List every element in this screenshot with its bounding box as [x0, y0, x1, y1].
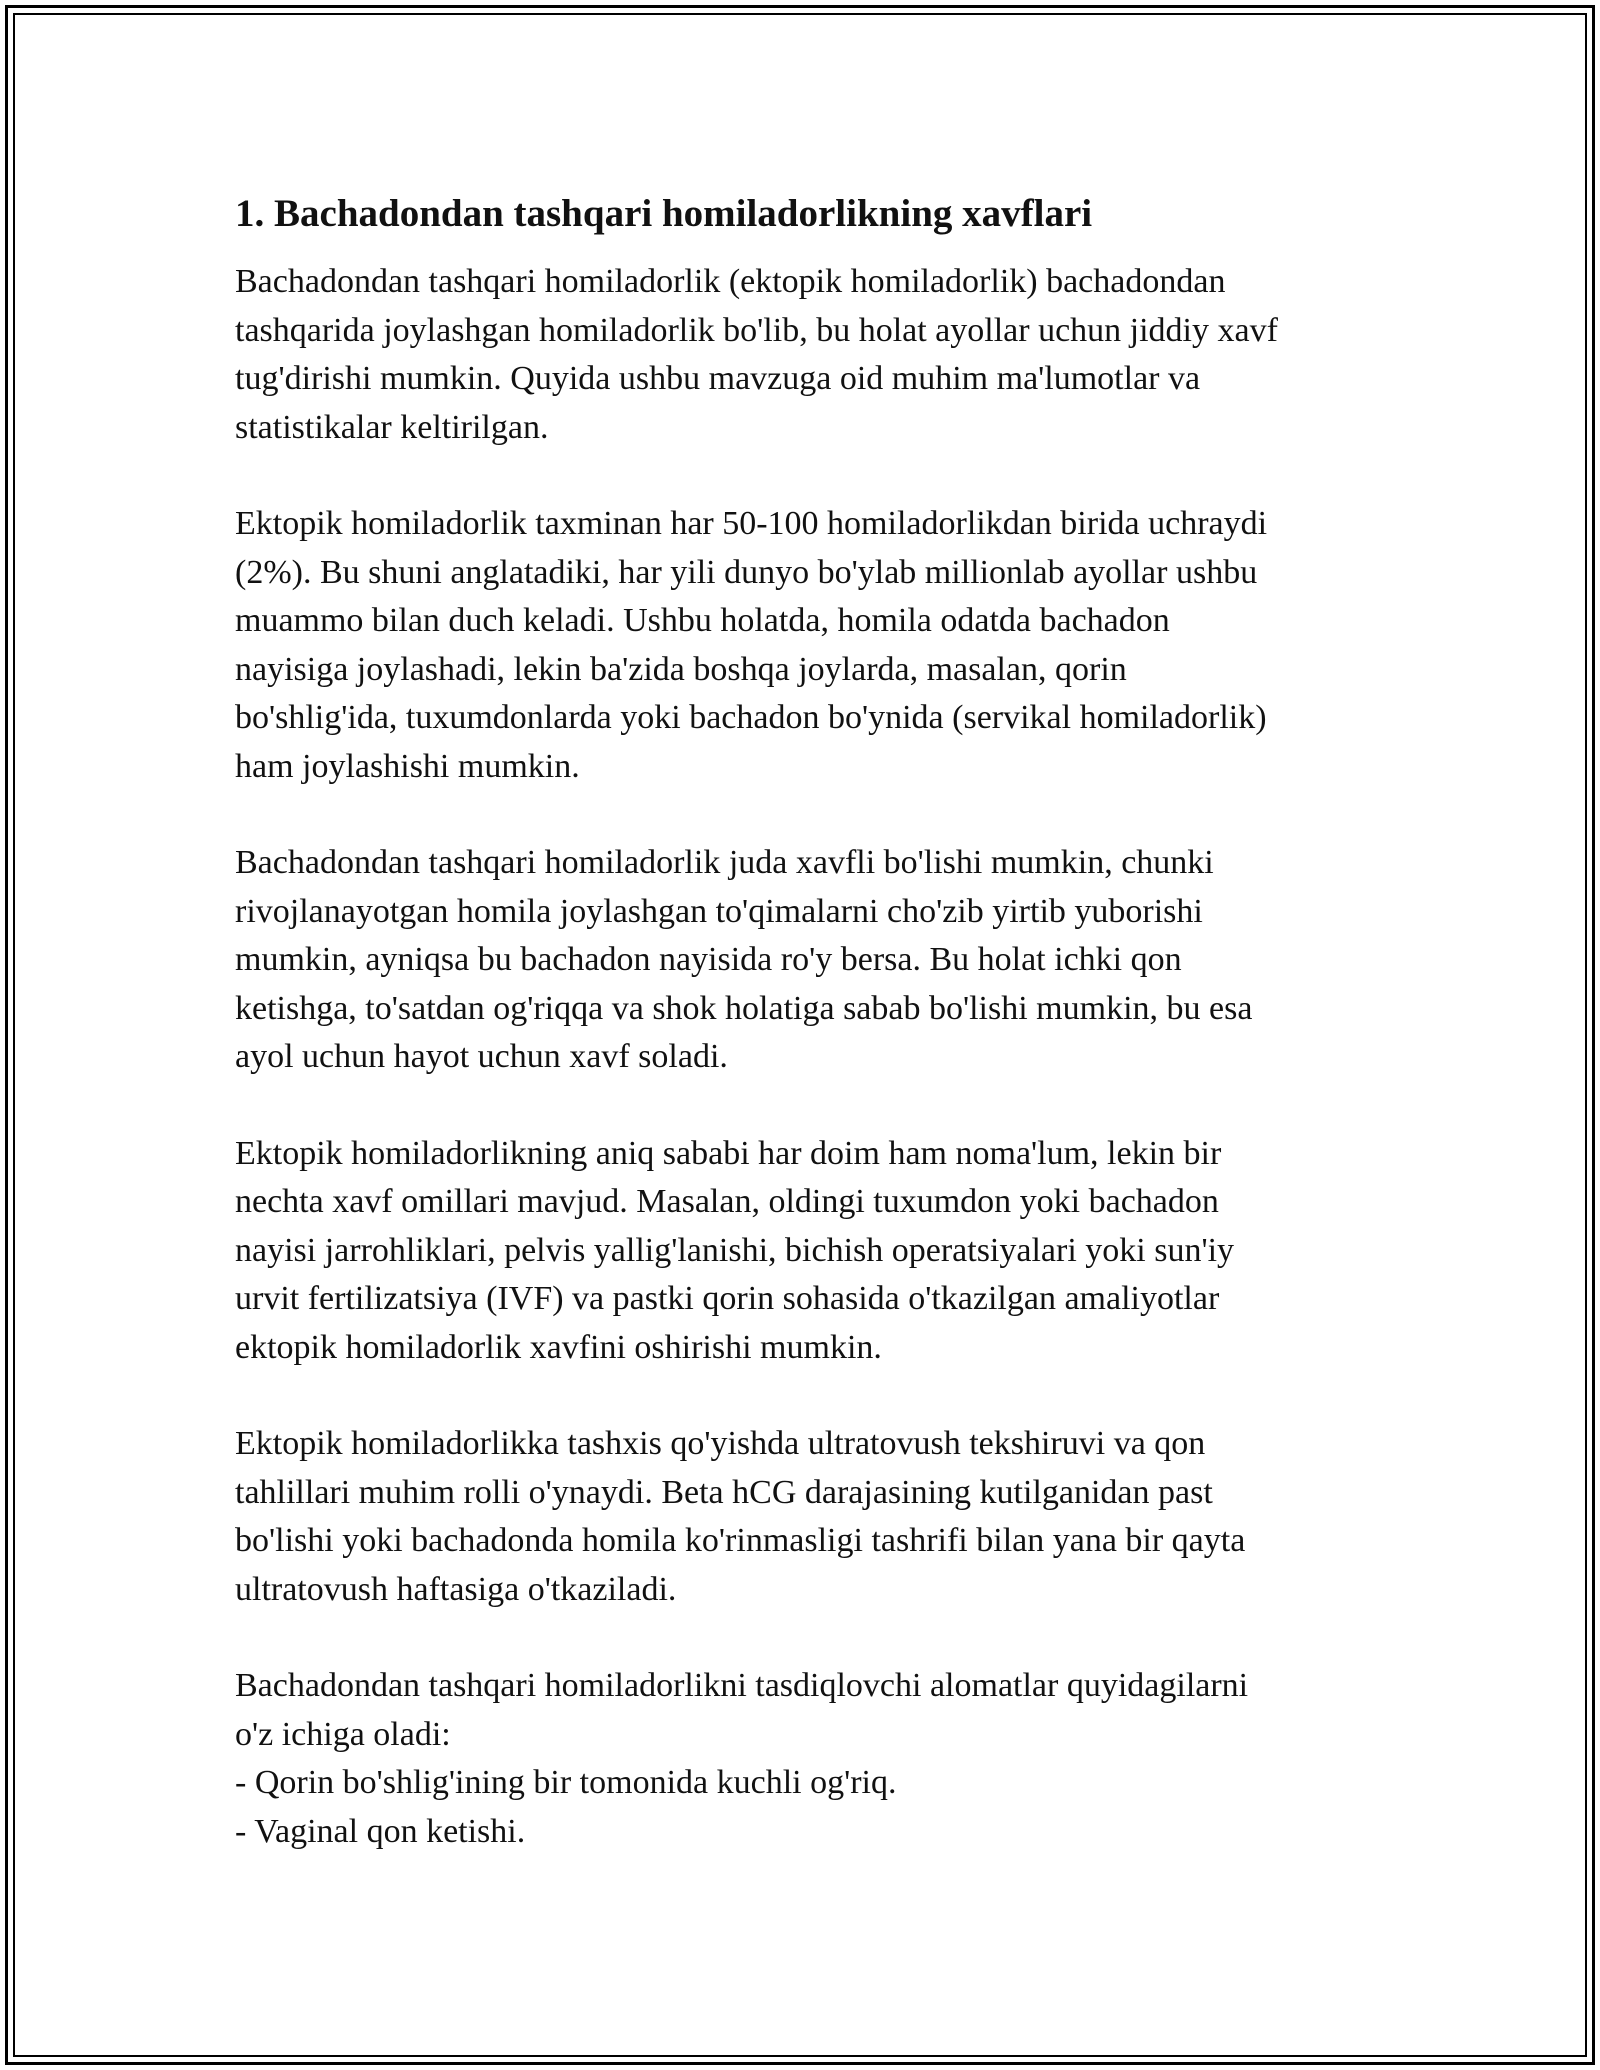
- paragraph-line: tahlillari muhim rolli o'ynaydi. Beta hCG darajasining kutilganidan past: [235, 1473, 1213, 1511]
- paragraph-line: ham joylashishi mumkin.: [235, 747, 580, 785]
- paragraph-line: tashqarida joylashgan homiladorlik bo'lib, bu holat ayollar uchun jiddiy xavf: [235, 311, 1278, 349]
- paragraph-line: Bachadondan tashqari homiladorlik juda xavfli bo'lishi mumkin, chunki: [235, 844, 1214, 881]
- paragraph: [235, 500, 1370, 791]
- paragraph-line: bo'shlig'ida, tuxumdonlarda yoki bachadon bo'ynida (servikal homiladorlik): [235, 699, 1267, 736]
- paragraph: [235, 1130, 1370, 1373]
- paragraph-list: [235, 258, 1370, 1856]
- paragraph-line: urvit fertilizatsiya (IVF) va pastki qorin sohasida o'tkazilgan amaliyotlar: [235, 1280, 1220, 1317]
- document-title: 1. Bachadondan tashqari homiladorlikning xavflari: [235, 192, 1093, 235]
- paragraph: [235, 1420, 1370, 1614]
- paragraph: [235, 1662, 1370, 1856]
- paragraph-line: mumkin, ayniqsa bu bachadon nayisida ro'y bersa. Bu holat ichki qon: [235, 941, 1182, 978]
- paragraph-line: tug'dirishi mumkin. Quyida ushbu mavzuga oid muhim ma'lumotlar va: [235, 360, 1201, 397]
- paragraph-line: bo'lishi yoki bachadonda homila ko'rinmasligi tashrifi bilan yana bir qayta: [235, 1522, 1246, 1559]
- paragraph-line: nayisi jarrohliklari, pelvis yallig'lanishi, bichish operatsiyalari yoki sun'iy: [235, 1231, 1235, 1269]
- document-body: [235, 187, 1370, 1856]
- paragraph-line: Bachadondan tashqari homiladorlikni tasdiqlovchi alomatlar quyidagilarni: [235, 1667, 1249, 1704]
- paragraph-line: ektopik homiladorlik xavfini oshirishi mumkin.: [235, 1328, 882, 1366]
- paragraph-line: ayol uchun hayot uchun xavf soladi.: [235, 1038, 728, 1075]
- paragraph-line: muammo bilan duch keladi. Ushbu holatda, homila odatda bachadon: [235, 602, 1170, 639]
- paragraph-line: ketishga, to'satdan og'riqqa va shok holatiga sabab bo'lishi mumkin, bu esa: [235, 989, 1253, 1027]
- paragraph-line: nayisiga joylashadi, lekin ba'zida boshqa joylarda, masalan, qorin: [235, 650, 1127, 688]
- paragraph-line: (2%). Bu shuni anglatadiki, har yili dunyo bo'ylab millionlab ayollar ushbu: [235, 553, 1258, 591]
- paragraph-line: Ektopik homiladorlikka tashxis qo'yishda ultratovush tekshiruvi va qon: [235, 1425, 1206, 1462]
- paragraph: [235, 839, 1370, 1082]
- paragraph-line: - Qorin bo'shlig'ining bir tomonida kuchli og'riq.: [235, 1764, 897, 1801]
- paragraph: [235, 258, 1370, 452]
- paragraph-line: statistikalar keltirilgan.: [235, 408, 549, 446]
- paragraph-line: - Vaginal qon ketishi.: [235, 1812, 526, 1850]
- paragraph-line: Ektopik homiladorlikning aniq sababi har doim ham noma'lum, lekin bir: [235, 1134, 1222, 1172]
- paragraph-line: rivojlanayotgan homila joylashgan to'qimalarni cho'zib yirtib yuborishi: [235, 892, 1203, 930]
- paragraph-line: o'z ichiga oladi:: [235, 1715, 451, 1753]
- paragraph-line: Bachadondan tashqari homiladorlik (ektopik homiladorlik) bachadondan: [235, 263, 1226, 300]
- paragraph-line: Ektopik homiladorlik taxminan har 50-100 homiladorlikdan birida uchraydi: [235, 505, 1268, 542]
- paragraph-line: ultratovush haftasiga o'tkaziladi.: [235, 1570, 677, 1608]
- paragraph-line: nechta xavf omillari mavjud. Masalan, oldingi tuxumdon yoki bachadon: [235, 1183, 1219, 1220]
